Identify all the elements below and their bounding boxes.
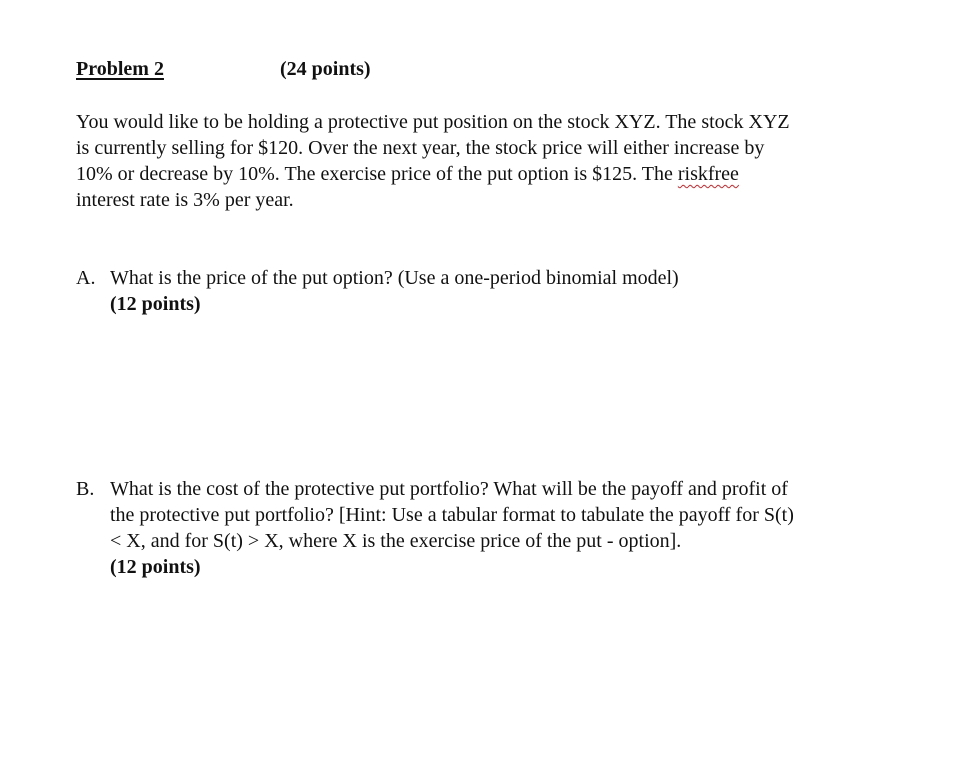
question-b-text: the protective put portfolio? [Hint: Use a tabular format to tabulate the payoff for S(t) [110, 504, 794, 526]
question-b-text: What is the cost of the protective put portfolio? What will be the payoff and profit of [110, 478, 788, 500]
question-a-text: What is the price of the put option? (Use a one-period binomial model) [110, 267, 679, 289]
statement-text: 10% or decrease by 10%. The exercise price of the put option is $125. The [76, 163, 678, 185]
statement-line: You would like to be holding a protective put position on the stock XYZ. The stock XYZ [76, 111, 790, 133]
statement-line [76, 161, 906, 187]
question-a [76, 265, 916, 317]
question-b-marker: B. [76, 478, 95, 500]
problem-heading [76, 58, 371, 81]
statement-line: is currently selling for $120. Over the next year, the stock price will either increase by [76, 137, 765, 159]
question-b-points: (12 points) [110, 556, 201, 578]
question-a-body [110, 265, 916, 317]
statement-line: interest rate is 3% per year. [76, 189, 294, 211]
problem-statement [76, 109, 906, 213]
question-a-points: (12 points) [110, 293, 201, 315]
question-b-text: < X, and for S(t) > X, where X is the exercise price of the put - option]. [110, 530, 682, 552]
question-b-body [110, 476, 916, 580]
problem-title: Problem 2 [76, 58, 164, 80]
question-b [76, 476, 916, 580]
spellcheck-flagged-word[interactable]: riskfree [677, 163, 739, 185]
question-a-marker: A. [76, 267, 96, 289]
problem-points: (24 points) [280, 58, 371, 80]
